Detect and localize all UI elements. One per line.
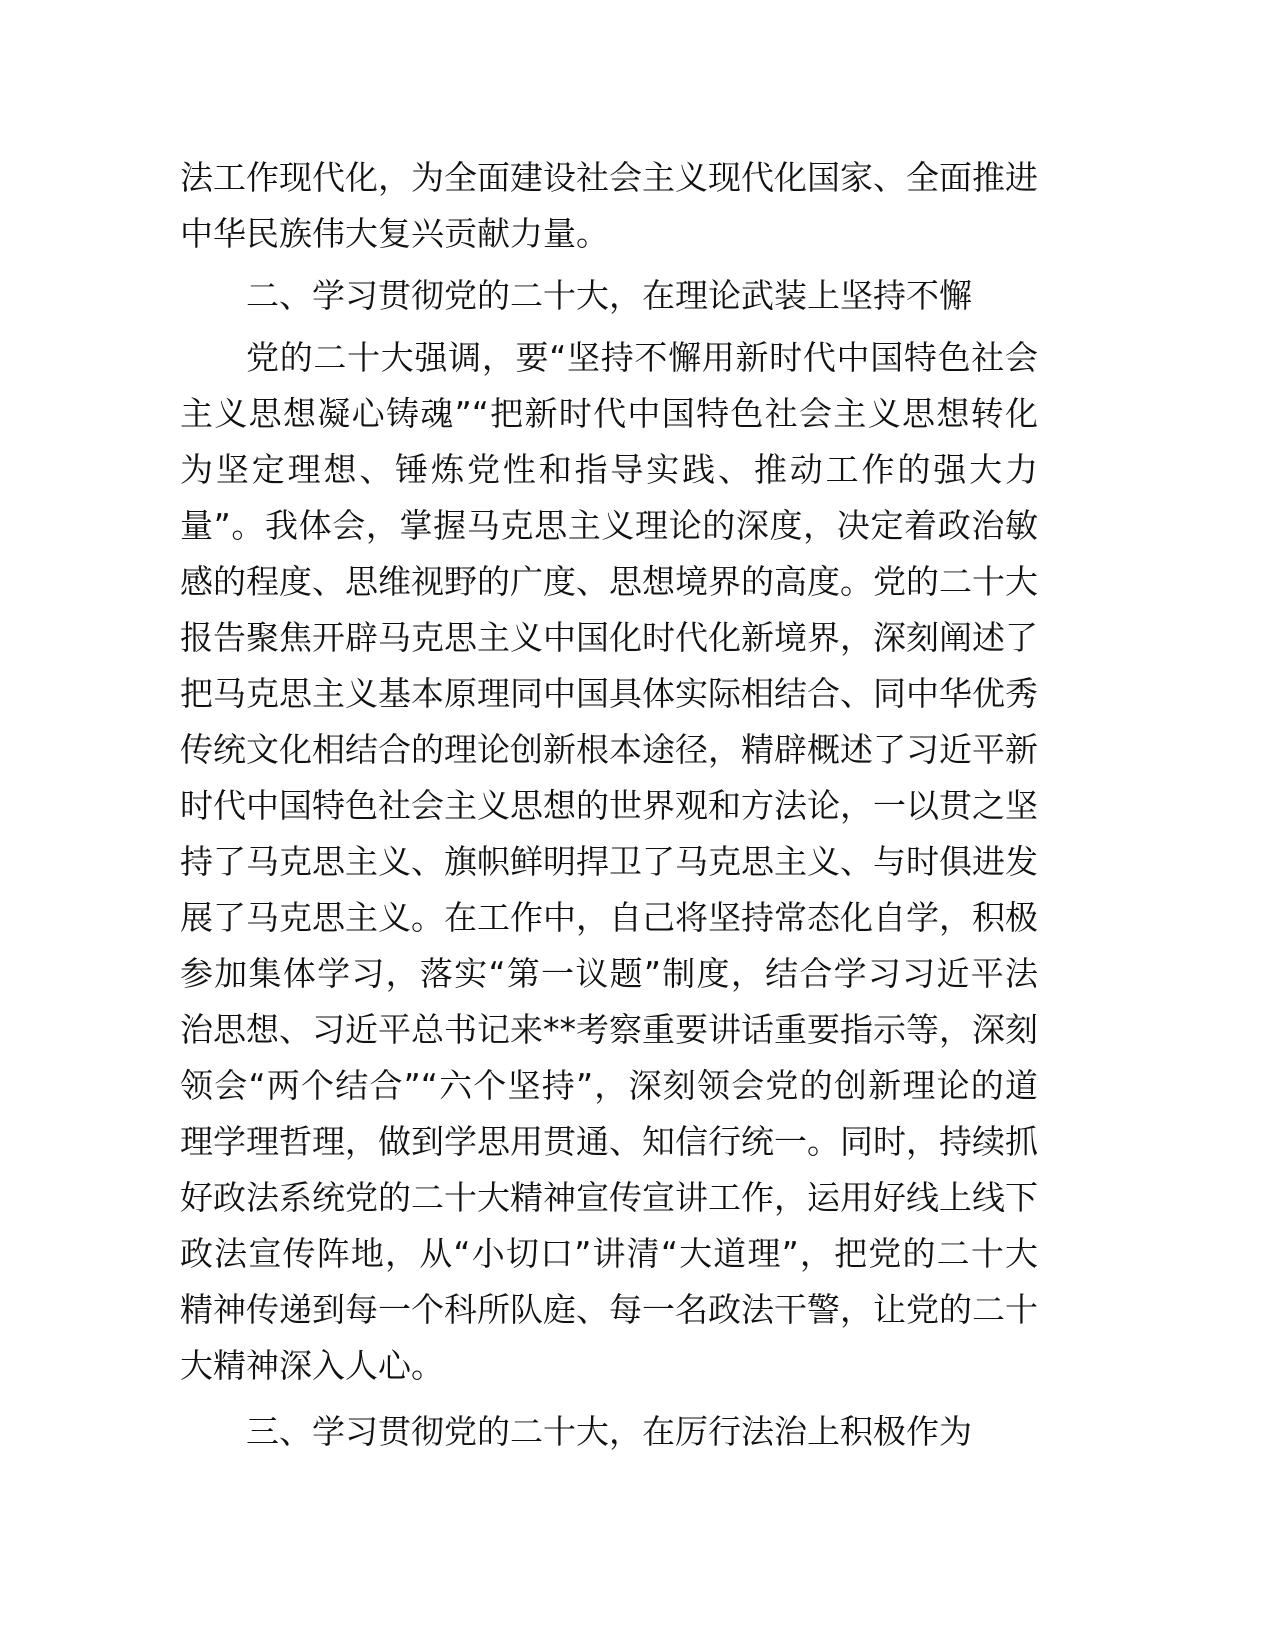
paragraph-body-2: 党的二十大强调，要“坚持不懈用新时代中国特色社会主义思想凝心铸魂”“把新时代中国特色社会主义思想转化为坚定理想、锤炼党性和指导实践、推动工作的强大力量”。我体会，掌握马克思主义理论的深度，决定着政治敏感的程度、思维视野的广度、思想境界的高度。党的二十大报告聚焦开辟马克思主义中国化时代化新境界，深刻阐述了把马克思主义基本原理同中国具体实际相结合、同中华优秀传统文化相结合的理论创新根本途径，精辟概述了习近平新时代中国特色社会主义思想的世界观和方法论，一以贯之坚持了马克思主义、旗帜鲜明捍卫了马克思主义、与时俱进发展了马克思主义。在工作中，自己将坚持常态化自学，积极参加集体学习，落实“第一议题”制度，结合学习习近平法治思想、习近平总书记来**考察重要讲话重要指示等，深刻领会“两个结合”“六个坚持”，深刻领会党的创新理论的道理学理哲理，做到学思用贯通、知信行统一。同时，持续抓好政法系统党的二十大精神宣传宣讲工作，运用好线上线下政法宣传阵地，从“小切口”讲清“大道理”，把党的二十大精神传递到每一个科所队庭、每一名政法干警，让党的二十大精神深入人心。 — [180, 338, 1038, 1385]
document-page — [180, 150, 1038, 1460]
section-heading-2: 二、学习贯彻党的二十大，在理论武装上坚持不懈 — [246, 276, 972, 315]
paragraph-continuation: 法工作现代化，为全面建设社会主义现代化国家、全面推进中华民族伟大复兴贡献力量。 — [180, 158, 1038, 253]
section-heading-3: 三、学习贯彻党的二十大，在厉行法治上积极作为 — [246, 1412, 972, 1451]
